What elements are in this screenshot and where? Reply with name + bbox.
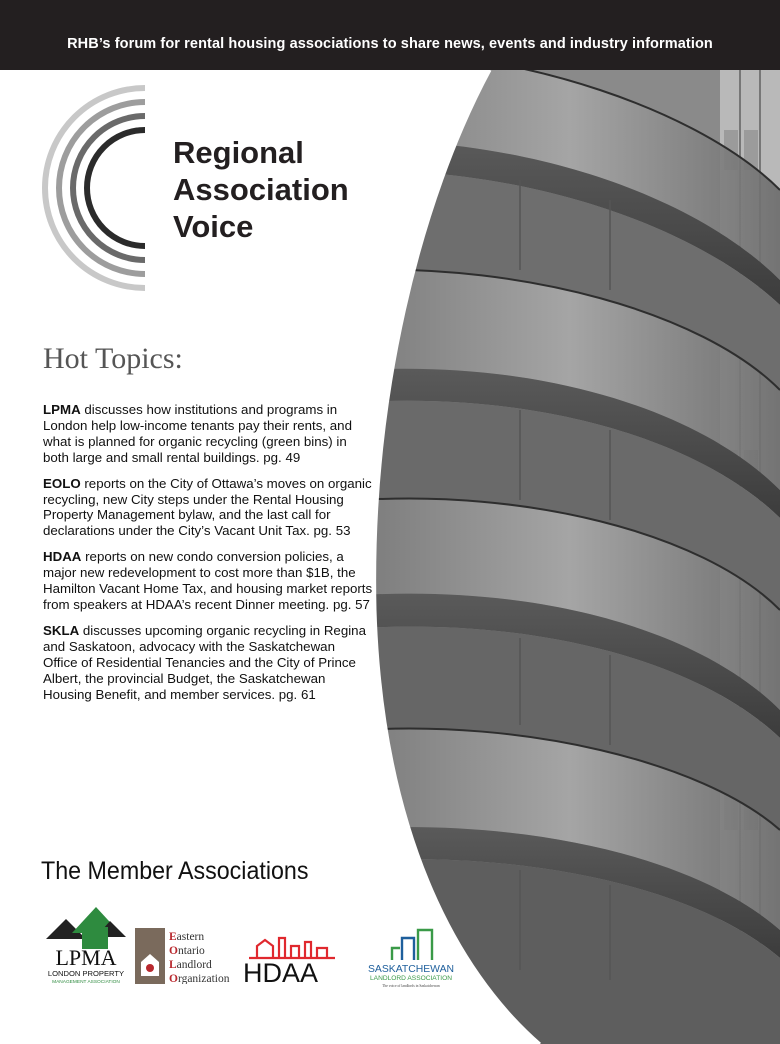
svg-text:Organization — [169, 973, 230, 984]
building-icon — [392, 930, 432, 960]
eolo-word: andlord — [176, 959, 212, 971]
topic-text: reports on new condo conversion policies, a major new redevelopment to cost more than $1B, the Hamilton Vacant Home Tax, and housing market reports from speakers at HDAA’s recent Dinner meeting. pg. 57 — [43, 549, 373, 612]
svg-text:Ontario — [169, 945, 205, 957]
eolo-letter: O — [169, 945, 178, 957]
topic-eolo — [43, 476, 373, 540]
topic-lpma — [43, 402, 373, 466]
eolo-letter: E — [169, 931, 177, 943]
eolo-word: astern — [176, 931, 205, 943]
title-line-3: Voice — [173, 209, 254, 244]
member-associations-heading: The Member Associations — [41, 857, 309, 885]
topic-org: SKLA — [43, 622, 80, 638]
eolo-word: ntario — [177, 945, 205, 957]
hdaa-abbr: HDAA — [243, 958, 319, 984]
top-banner — [0, 0, 780, 70]
topic-text: reports on the City of Ottawa’s moves on organic recycling, new City steps under the Rental Housing Property Management bylaw, and the last call for declarations under the City’s Vacant Unit Tax. pg. 53 — [43, 475, 372, 539]
skla-name-1: SASKATCHEWAN — [367, 964, 455, 975]
skla-name-2: LANDLORD ASSOCIATION — [370, 975, 452, 982]
lpma-name-2: MANAGEMENT ASSOCIATION — [52, 980, 120, 985]
banner-tagline: RHB’s forum for rental housing associations to share news, events and industry information — [67, 36, 713, 52]
svg-text:Landlord — [169, 959, 212, 971]
eolo-word: rganization — [177, 973, 230, 984]
eolo-letter: L — [169, 959, 177, 971]
topic-skla — [43, 623, 373, 703]
skla-motto: The voice of landlords in Saskatchewan — [382, 984, 440, 988]
hot-topics-heading: Hot Topics: — [43, 342, 183, 375]
hdaa-logo — [243, 932, 351, 984]
svg-text:Eastern — [169, 931, 204, 943]
hot-topics-list — [43, 402, 373, 712]
topic-org: HDAA — [43, 549, 82, 565]
lpma-name-1: LONDON PROPERTY — [47, 969, 125, 978]
title-line-2: Association — [173, 172, 349, 207]
skyline-icon — [249, 938, 335, 958]
lpma-logo — [42, 905, 130, 987]
title-line-1: Regional — [173, 135, 304, 170]
topic-hdaa — [43, 549, 373, 613]
masthead-title — [173, 134, 349, 245]
topic-org: EOLO — [43, 475, 81, 491]
eolo-logo — [135, 928, 235, 984]
topic-text: discusses upcoming organic recycling in Regina and Saskatoon, advocacy with the Saskatchewan Office of Residential Tenancies and the City of Prince Albert, the provincial Budget, the Saskatchewan Housing Benefit, and member services. pg. 61 — [43, 622, 366, 702]
rav-arc-logo — [40, 82, 190, 294]
topic-text: discusses how institutions and programs in London help low-income tenants pay their rents, and what is planned for organic recycling (green bins) in both large and small rental buildings. pg. 49 — [43, 402, 352, 465]
skla-logo — [356, 928, 466, 990]
eolo-letter: O — [169, 973, 178, 984]
topic-org: LPMA — [43, 402, 81, 417]
lpma-abbr: LPMA — [55, 945, 117, 970]
